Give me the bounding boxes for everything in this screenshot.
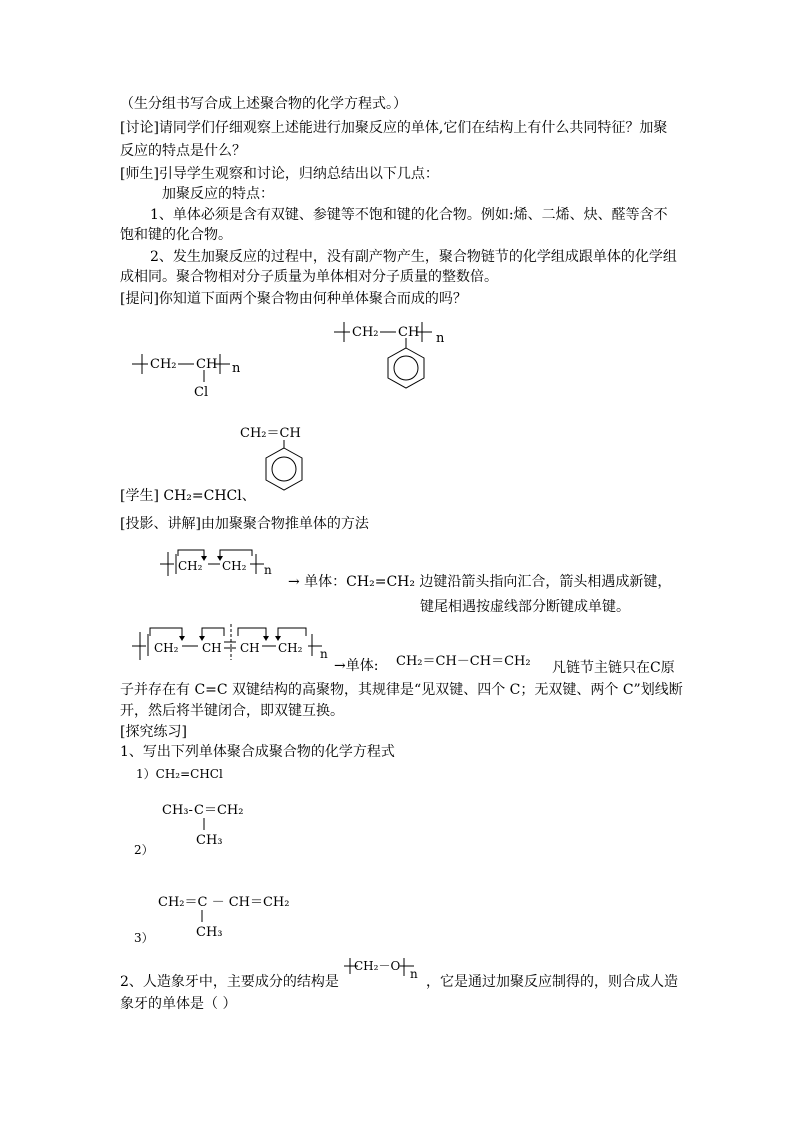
c-eq-ch2-label: C＝CH₂ (194, 803, 244, 818)
n-subscript: n (320, 647, 328, 661)
polybutadiene-arrow-diagram (130, 620, 340, 664)
butadiene-monomer-formula: CH₂＝CH－CH＝CH₂ (396, 654, 531, 669)
ch2-label: CH₂ (352, 325, 379, 340)
text-line: 2、发生加聚反应的过程中，没有副产物产生，聚合物链节的化学组成跟单体的化学组 (150, 249, 677, 265)
ch2-label: CH₂ (150, 357, 177, 372)
polyethylene-arrow-diagram (158, 546, 278, 582)
arrow-head-icon (263, 636, 269, 641)
text-line: 象牙的单体是（ ） (120, 996, 237, 1012)
text-line: 加聚反应的特点： (162, 186, 274, 202)
isoprene-structure (156, 890, 306, 944)
benzene-ring-icon (266, 448, 302, 490)
ch-label: CH (202, 641, 222, 655)
ch2-label: CH₂ (222, 559, 247, 573)
text-line: 2） (134, 843, 154, 857)
text-line: [师生]引导学生观察和讨论，归纳总结出以下几点： (120, 166, 439, 182)
pom-unit-label: CH₂－O (354, 959, 401, 973)
text-line: [探究练习] (120, 724, 187, 740)
n-subscript: n (410, 967, 418, 981)
text-line: 键尾相遇按虚线部分断键成单键。 (420, 599, 630, 615)
text-line: 凡链节主链只在C原 (552, 660, 675, 676)
n-subscript: n (264, 563, 272, 577)
text-line: 反应的特点是什么？ (120, 143, 246, 159)
n-subscript: n (436, 331, 445, 346)
text-line: [提问]你知道下面两个聚合物由何种单体聚合而成的吗？ (120, 291, 467, 307)
ch3-label: CH₃ (196, 925, 223, 940)
ch3-prefix-label: CH₃- (162, 803, 193, 818)
ch2-label: CH₂ (154, 641, 179, 655)
text-line: 开，然后将半键闭合，即双键互换。 (120, 703, 344, 719)
n-subscript: n (232, 361, 241, 376)
ch2-label: CH₂ (178, 559, 203, 573)
text-line: 1、写出下列单体聚合成聚合物的化学方程式 (120, 744, 395, 760)
ch-label: CH (398, 325, 420, 340)
propene-structure (160, 800, 270, 850)
ch2-label: CH₂ (278, 641, 303, 655)
ch-label: CH (240, 641, 260, 655)
pvc-structure (128, 346, 258, 406)
text-line: 饱和键的化合物。 (120, 227, 232, 243)
cl-label: Cl (194, 385, 209, 400)
text-line: 成相同。聚合物相对分子质量为单体相对分子质量的整数倍。 (120, 269, 498, 285)
text-line: [投影、讲解]由加聚聚合物推单体的方法 (120, 516, 369, 532)
benzene-ring-icon (388, 348, 424, 388)
text-line: 1）CH₂=CHCl (136, 767, 223, 781)
text-line: [学生] CH₂=CHCl、 (120, 488, 256, 504)
text-line: 1、单体必须是含有双键、参键等不饱和键的化合物。例如:烯、二烯、炔、醛等含不 (150, 207, 668, 223)
polystyrene-structure (330, 318, 460, 398)
text-line: →单体: (334, 658, 379, 674)
text-line: 子并存在有 C=C 双键结构的高聚物，其规律是“见双键、四个 C；无双键、两个 C”划线断 (120, 682, 683, 698)
text-line: [讨论]请同学们仔细观察上述能进行加聚反应的单体,它们在结构上有什么共同特征？加聚 (120, 120, 668, 136)
ch-label: CH (196, 357, 218, 372)
text-line: 2、人造象牙中，主要成分的结构是 (120, 974, 339, 990)
text-line: → 单体：CH₂=CH₂ 边键沿箭头指向汇合，箭头相遇成新键， (288, 574, 672, 590)
isoprene-main-label: CH₂＝C － CH＝CH₂ (158, 895, 290, 910)
text-line: 3） (134, 931, 154, 945)
ch3-label: CH₃ (196, 833, 223, 848)
text-line: （生分组书写合成上述聚合物的化学方程式。） (120, 96, 407, 112)
text-line: ，它是通过加聚反应制得的，则合成人造 (426, 974, 678, 990)
polyoxymethylene-structure (342, 956, 426, 990)
styrene-formula: CH₂＝CH (240, 426, 301, 441)
arrow-head-icon (179, 636, 185, 641)
